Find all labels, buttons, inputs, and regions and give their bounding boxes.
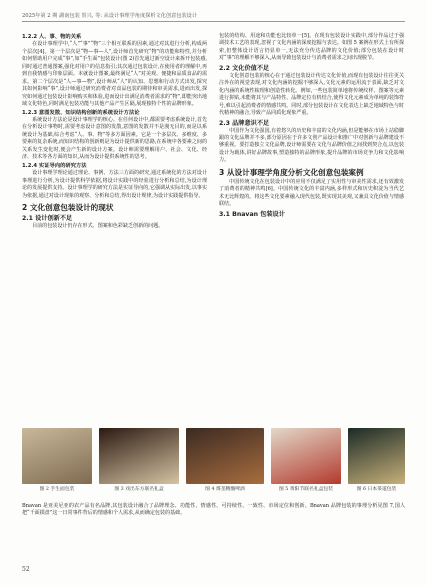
section-heading: 2.1 设计创新不足	[22, 214, 73, 222]
section-heading: 3 从设计事理学角度分析文化创意包装案例	[219, 167, 364, 177]
figure-image	[22, 428, 92, 484]
figure-image	[271, 428, 341, 484]
figure-caption: 图 5 黄阳节联名礼盒包装	[278, 487, 334, 492]
section-heading: 1.2.2 人、事、物的关系	[22, 34, 82, 40]
paragraph: 系统设计方法论是设计事理学的核心。在任何设计中,都需要考虑系统设计,首先在分析设计事物时,需要考虑设计意图的发散,意图的发散并不是漫无目的,而是以系统设计为基础,综合考虑“人、事、物”等多方面因素。它是一个多层次、多维度、多要素的复杂系统,而知识结构的创新则是为设计提供新的思路,在系统中各要素之间的关系发生变化时,便会产生新的设计方案。设计师需要理解用户、社会、文化、经济、技术等各方面的知识,从而为设计提供系统性的思考。	[22, 116, 207, 161]
figure	[348, 428, 405, 493]
figure-caption: 图 4 煤垄精酿啤酒	[205, 487, 245, 492]
figure-image	[99, 428, 179, 484]
paragraph: 设计事理学理论通过理论、事例、方法三方面的研究,通过系统化的方法对设计事理进行分析,为设计提供科学依据,将设计实践中的经验进行分析和总结,为设计理论的发展提供支持。设计事理学的研究方法是实证导向的,它强调从实际出发,以事实为依据,通过对设计现象的观察、分析和总结,得出设计规律,为设计实践提供指导。	[22, 170, 207, 199]
section-heading: 1.2.4 实证导向的研究方法	[22, 162, 87, 169]
figure-row	[22, 428, 405, 502]
figure-image	[186, 428, 264, 484]
section-heading: 2.3 品牌意识不足	[219, 119, 270, 127]
figure-caption: 图 6 日本茶道包装	[356, 487, 397, 492]
left-column	[22, 33, 207, 230]
paragraph: 在设计事理学中,“人”“事”“物”三个相互联系的因素,通过对其进行分析,构成两个层次[4]。第一个层次是“物—事—人”,设计师首先研究“物”的功能和特性,并分析如何帮助用户完成“事”,如“手生面”包装设计(图 2)首先通过新空设计来拆开包装感,同时通过普通图案,强化对用户的信息指引;其次通过包装设计,在使用者的理解中,再到自我情感与印象层面。本就设计图案,最终满足“人”对美观、便捷和品质食品的需求。第二个层次是“人—事—物”,设计师从“人”的认知、思想和行动方式出发,探究其如何影响“事”,设计师通过研究消费者对食品包装的期待和审美需求,进而出发,探究如何通过包装设计影响购买和体验,进而设计出满足消费者需求的“物”,即能突出地域文化特色,同时满足包装功能与其他产品产生区隔,展现独特个性的品牌形象。	[22, 41, 208, 108]
paragraph: 中国作为文化强国,有着悠久的历史和丰富的文化内涵,但是能够在市场上站稳脚跟的文化品牌并不多,部分原因在于许多文创产品设计和推广中对创新与品牌建设不够重视。要打造独立文化品牌,设计师需要在文化与品牌价值之间找到契合点,以包装设计为载体,讲好品牌故事,塑造独特的品牌形象,提升品牌的市场竞争力和文化影响力。	[219, 127, 404, 164]
page-number: 52	[22, 566, 30, 573]
section-heading: 2.2 文化价值不足	[219, 64, 270, 72]
paragraph: 文化创意包装的核心在于通过包装设计传达文化价值,而现有包装设计往往更关注外在的视觉表现,对文化内涵的挖掘不够深入,文化元素的运用流于表面,缺乏对文化内涵的系统性梳理和创造性转化。例如,一些包装简单地将传统纹样、图案等元素进行拼贴,未能将其与产品特性、品牌定位有机结合,使得文化元素成为单纯的装饰符号,难以引起消费者的情感共鸣。同时,部分包装设计在文化表达上缺乏地域特色与时代精神的融合,导致产品同质化现象严重。	[219, 72, 404, 117]
figure-caption: 图 3 戏出东方联名礼盒	[114, 487, 164, 492]
figure	[186, 428, 264, 493]
figure	[22, 428, 92, 493]
figure-image	[348, 428, 405, 484]
running-header: 2025年第 2 期 湖南包装 贺兴, 等: 从设计事理学角度探析文化创意包装设计	[22, 12, 405, 22]
paragraph: 包装的结构、用途和功能也比较单一[5]。在现有包装设计实践中,部分作品过于强调技术工艺的表现,忽视了文化内涵的深度挖掘与表达。如图 5 案例在形式上有所探索,但整体设计语言仍显单一,无法充分传达品牌的文化价值;部分包装在设计时对“事”的理解不够深入,从而导致包装设计与消费者需求之间出现脱节。	[219, 33, 404, 62]
figure-caption: 图 2 手生面包装	[39, 487, 75, 492]
section-heading: 1.2.3 意图发散、知识结构创新的系统设计方法论	[22, 109, 140, 116]
paragraph: 目前的包装设计仍存在形式、图案和色彩缺乏创新的问题。	[32, 222, 164, 229]
paragraph: 中国传统文化在包装设计中的应用不仅满足了实用性与审美性需求,还有效激发了消费者的精神共鸣[6]。中国传统文化的丰富内涵,多样形式和历史积淀为当代艺术无比辉煌的。将这些文化要素融入现代包装,既实现其美观,又兼具文化价值与情感联结。	[219, 178, 404, 208]
section-heading: 3.1 Bnavan 包装设计	[219, 210, 285, 218]
figure	[99, 428, 179, 493]
figure	[271, 428, 341, 493]
right-column	[219, 33, 404, 219]
body-text-bottom: Bnavan 是亚美尼亚的农产品有名品牌,其包装设计融合了品牌理念、功能性、情感性、可持续性、一致性、市场定位和创新。Bnavan 品牌包装的事理分析见图 7,国人把“千面摸盘”这一日常事件背后的情感和个人需求,从而确定包装的基础。	[22, 503, 405, 517]
section-heading: 2 文化创意包装设计的现状	[22, 202, 114, 212]
